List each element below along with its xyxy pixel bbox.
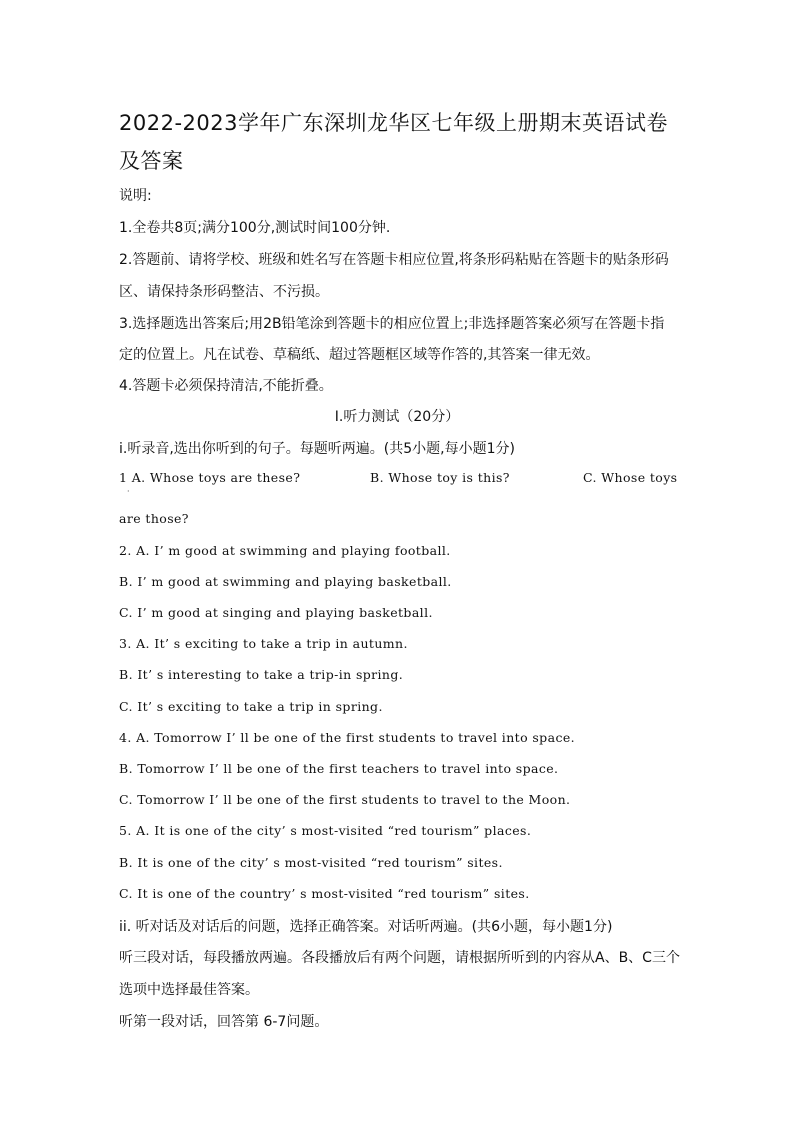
instruction-item: 1.全卷共8页;满分100分,测试时间100分钟.: [119, 220, 391, 236]
question-line: 3. A. It’ s exciting to take a trip in autumn.: [119, 636, 408, 651]
option-1c-continued: are those?: [119, 511, 189, 526]
instruction-item: 2.答题前、请将学校、班级和姓名写在答题卡相应位置,将条形码粘贴在答题卡的贴条形码: [119, 252, 669, 268]
question-line: B. It’ s interesting to take a trip-in spring.: [119, 667, 404, 682]
question-line: C. I’ m good at singing and playing basketball.: [119, 605, 433, 620]
part-description: 听三段对话，每段播放两遍。各段播放后有两个问题，请根据所听到的内容从A、B、C三个: [119, 950, 680, 966]
question-line: 5. A. It is one of the city’ s most-visited “red tourism” places.: [119, 823, 532, 838]
part-heading: ii. 听对话及对话后的问题，选择正确答案。对话听两遍。(共6小题，每小题1分): [119, 919, 613, 935]
option-1c: C. Whose toys: [583, 470, 678, 485]
page-title: 2022-2023学年广东深圳龙华区七年级上册期末英语试卷及答案: [119, 111, 668, 173]
question-line: B. It is one of the city’ s most-visited “red tourism” sites.: [119, 855, 503, 870]
bullet-mark: ·: [127, 487, 130, 496]
instructions-heading: 说明:: [119, 188, 152, 204]
option-1a: 1 A. Whose toys are these?: [119, 470, 301, 485]
question-line: C. Tomorrow I’ ll be one of the first students to travel to the Moon.: [119, 792, 571, 807]
instruction-item: 定的位置上。凡在试卷、草稿纸、超过答题框区域等作答的,其答案一律无效。: [119, 347, 600, 363]
question-line: C. It’ s exciting to take a trip in spring.: [119, 699, 383, 714]
section-heading: I.听力测试（20分）: [334, 409, 460, 425]
question-line: C. It is one of the country’ s most-visited “red tourism” sites.: [119, 886, 530, 901]
part-description: 选项中选择最佳答案。: [119, 982, 259, 998]
instruction-item: 区、请保持条形码整洁、不污损。: [119, 284, 329, 300]
instruction-item: 4.答题卡必须保持清洁,不能折叠。: [119, 378, 333, 394]
question-line: B. Tomorrow I’ ll be one of the first teachers to travel into space.: [119, 761, 559, 776]
question-line: 2. A. I’ m good at swimming and playing football.: [119, 543, 451, 558]
option-1b: B. Whose toy is this?: [370, 470, 510, 485]
question-line: 4. A. Tomorrow I’ ll be one of the first students to travel into space.: [119, 730, 576, 745]
instruction-item: 3.选择题选出答案后;用2B铅笔涂到答题卡的相应位置上;非选择题答案必须写在答题卡指: [119, 316, 665, 332]
question-line: B. I’ m good at swimming and playing basketball.: [119, 574, 452, 589]
dialog-prompt: 听第一段对话，回答第 6-7问题。: [119, 1014, 329, 1030]
part-heading: i.听录音,选出你听到的句子。每题听两遍。(共5小题,每小题1分): [119, 441, 515, 457]
